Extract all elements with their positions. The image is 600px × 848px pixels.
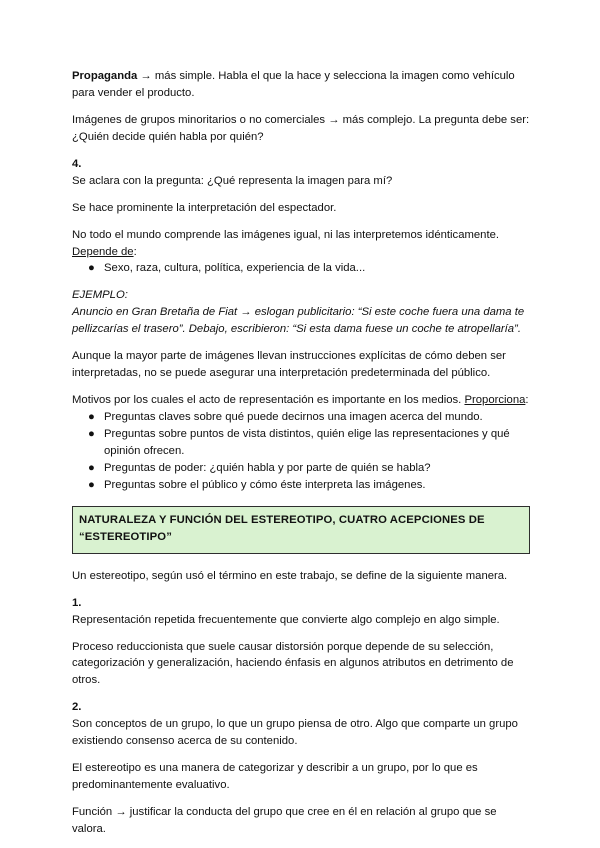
list-item-text: Sexo, raza, cultura, política, experiencia de la vida... (104, 262, 366, 275)
definition-two-number: 2. (72, 701, 82, 714)
depends-on-colon: : (133, 245, 137, 258)
depends-on-line (72, 244, 530, 261)
depends-on-label: Depende de (72, 245, 134, 258)
motives-line: Motivos por los cuales el acto de representación es importante en los medios. (72, 394, 465, 407)
section-heading-box (72, 506, 530, 554)
point-four-text: Se aclara con la pregunta: ¿Qué representa la imagen para mí? (72, 174, 393, 187)
motives-text (72, 392, 530, 409)
stereotype-intro: Un estereotipo, según usó el término en este trabajo, se define de la siguiente manera. (72, 569, 508, 582)
example-label: EJEMPLO: (72, 289, 128, 302)
instructions-paragraph: Aunque la mayor parte de imágenes llevan instrucciones explícitas de cómo deben ser interpretadas, no se puede asegurar una interpretación predeterminada del público. (72, 350, 506, 380)
point-four (72, 156, 530, 190)
point-four-number: 4. (72, 157, 82, 170)
minority-images-paragraph: Imágenes de grupos minoritarios o no comerciales → más complejo. La pregunta debe ser: ¿Quién decide quién habla por quién? (72, 113, 530, 143)
bullet-icon: ● (88, 427, 95, 440)
list-item-text: Preguntas claves sobre qué puede decirnos una imagen acerca del mundo. (104, 411, 483, 423)
propaganda-term: Propaganda (72, 70, 138, 82)
definition-one-detail: Proceso reduccionista que suele causar distorsión porque depende de su selección, categorización y generalización, haciendo énfasis en algunos atributos en detrimento de otros. (72, 640, 514, 687)
list-item (88, 260, 530, 277)
list-item (88, 477, 530, 494)
list-item-text: Preguntas sobre el público y cómo éste interpreta las imágenes. (104, 478, 426, 491)
bullet-icon: ● (88, 461, 95, 474)
section-heading: NATURALEZA Y FUNCIÓN DEL ESTEREOTIPO, CUATRO ACEPCIONES DE “ESTEREOTIPO” (79, 513, 485, 544)
definition-two-detail: El estereotipo es una manera de categorizar y describir a un grupo, por lo que es predominantemente evaluativo. (72, 762, 478, 792)
definition-one (72, 595, 530, 629)
provides-colon: : (525, 394, 529, 407)
propaganda-description: → más simple. Habla el que la hace y selecciona la imagen como vehículo para vender el producto. (72, 70, 515, 99)
not-everyone-block (72, 227, 530, 278)
example-block (72, 287, 530, 338)
function-paragraph: Función → justificar la conducta del grupo que cree en él en relación al grupo que se valora. (72, 806, 497, 835)
propaganda-paragraph (72, 68, 530, 102)
list-item (88, 409, 530, 426)
example-text: Anuncio en Gran Bretaña de Fiat → eslogan publicitario: “Si este coche fuera una dama te pellizcarías el trasero”. Debajo, escribieron: “Si esta dama fuese un coche te atropellaría”. (72, 306, 525, 336)
motives-block (72, 392, 530, 494)
bullet-icon: ● (88, 262, 95, 275)
definition-one-number: 1. (72, 596, 82, 609)
prominent-interpretation-paragraph: Se hace prominente la interpretación del espectador. (72, 201, 337, 214)
depends-on-list (72, 260, 530, 277)
definition-two (72, 699, 530, 750)
definition-two-text: Son conceptos de un grupo, lo que un grupo piensa de otro. Algo que comparte un grupo existiendo consenso acerca de su contenido. (72, 718, 518, 748)
not-everyone-text: No todo el mundo comprende las imágenes igual, ni las interpretemos idénticamente. (72, 228, 500, 241)
list-item-text: Preguntas de poder: ¿quién habla y por parte de quién se habla? (104, 461, 431, 474)
definition-one-text: Representación repetida frecuentemente que convierte algo complejo en algo simple. (72, 613, 500, 626)
list-item (88, 426, 530, 460)
provides-label: Proporciona (464, 394, 526, 407)
list-item-text: Preguntas sobre puntos de vista distintos, quién elige las representaciones y qué opinión ofrecen. (104, 427, 510, 457)
bullet-icon: ● (88, 411, 95, 423)
list-item (88, 460, 530, 477)
motives-list (72, 409, 530, 494)
bullet-icon: ● (88, 478, 95, 491)
